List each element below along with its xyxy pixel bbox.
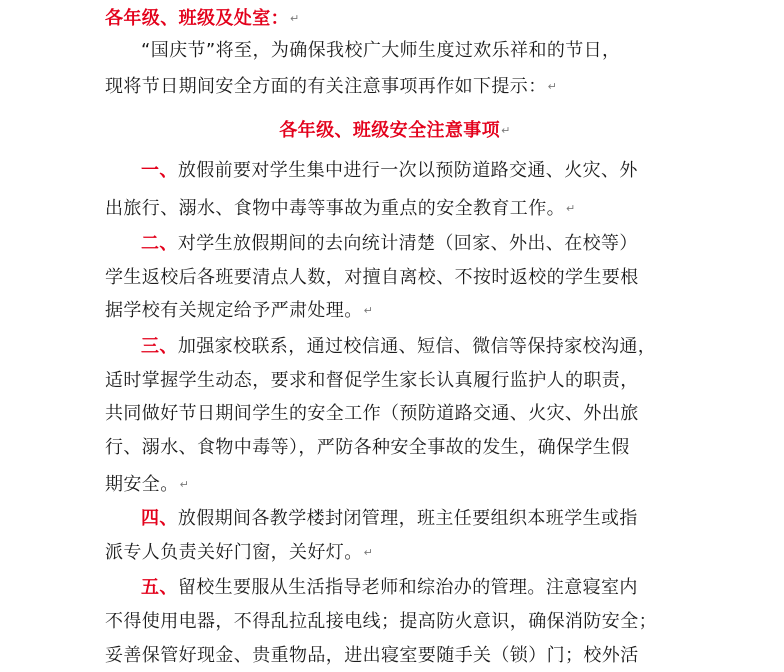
paragraph-mark-icon: ↵ — [290, 12, 300, 25]
item-3-number: 三、 — [141, 336, 178, 357]
item-2-line-1 — [141, 231, 638, 257]
section-title-text: 各年级、班级安全注意事项 — [279, 120, 501, 141]
item-3-line-5 — [105, 472, 189, 498]
item-5-line-3: 妥善保管好现金、贵重物品，进出寝室要随手关（锁）门；校外活 — [105, 645, 639, 666]
paragraph-mark-icon: ↵ — [501, 124, 511, 137]
item-3-line-2: 适时掌握学生动态，要求和督促学生家长认真履行监护人的职责， — [105, 370, 639, 391]
item-3-line-3: 共同做好节日期间学生的安全工作（预防道路交通、火灾、外出旅 — [105, 403, 639, 424]
intro-line-2-text: 现将节日期间安全方面的有关注意事项再作如下提示： — [105, 76, 547, 97]
salutation-text: 各年级、班级及处室： — [105, 8, 289, 29]
item-1-line-1 — [141, 158, 638, 184]
item-4-line-2 — [105, 540, 373, 566]
item-2-text-1: 对学生放假期间的去向统计清楚（回家、外出、在校等） — [177, 233, 638, 254]
item-3-line-4: 行、溺水、食物中毒等），严防各种安全事故的发生，确保学生假 — [105, 437, 630, 458]
item-5-number: 五、 — [141, 577, 178, 598]
item-4-text-2: 派专人负责关好门窗，关好灯。 — [105, 542, 363, 563]
paragraph-mark-icon: ↵ — [566, 202, 576, 215]
item-2-number: 二、 — [141, 233, 178, 254]
item-1-text-1: 放假前要对学生集中进行一次以预防道路交通、火灾、外 — [177, 160, 638, 181]
item-3-line-1 — [141, 334, 656, 360]
item-2-text-3: 据学校有关规定给予严肃处理。 — [105, 300, 363, 321]
paragraph-mark-icon: ↵ — [179, 478, 190, 491]
paragraph-mark-icon: ↵ — [363, 546, 374, 559]
salutation — [105, 6, 300, 32]
item-1-line-2 — [105, 196, 576, 222]
intro-line-1: “国庆节”将至，为确保我校广大师生度过欢乐祥和的节日， — [141, 40, 621, 61]
item-1-number: 一、 — [141, 160, 178, 181]
item-4-text-1: 放假期间各教学楼封闭管理，班主任要组织本班学生或指 — [177, 508, 638, 529]
item-2-line-2: 学生返校后各班要清点人数，对擅自离校、不按时返校的学生要根 — [105, 267, 639, 288]
item-3-text-5: 期安全。 — [105, 474, 179, 495]
paragraph-mark-icon: ↵ — [547, 80, 558, 93]
intro-line-2 — [105, 74, 557, 100]
paragraph-mark-icon: ↵ — [363, 304, 374, 317]
item-1-text-2: 出旅行、溺水、食物中毒等事故为重点的安全教育工作。 — [105, 198, 565, 219]
item-5-line-1 — [141, 575, 638, 601]
section-title — [105, 118, 685, 144]
item-2-line-3 — [105, 298, 373, 324]
item-5-text-1: 留校生要服从生活指导老师和综治办的管理。注意寝室内 — [177, 577, 638, 598]
item-4-number: 四、 — [141, 508, 178, 529]
item-4-line-1 — [141, 506, 638, 532]
item-5-line-2: 不得使用电器，不得乱拉乱接电线；提高防火意识，确保消防安全； — [105, 611, 657, 632]
item-3-text-1: 加强家校联系，通过校信通、短信、微信等保持家校沟通， — [177, 336, 657, 357]
